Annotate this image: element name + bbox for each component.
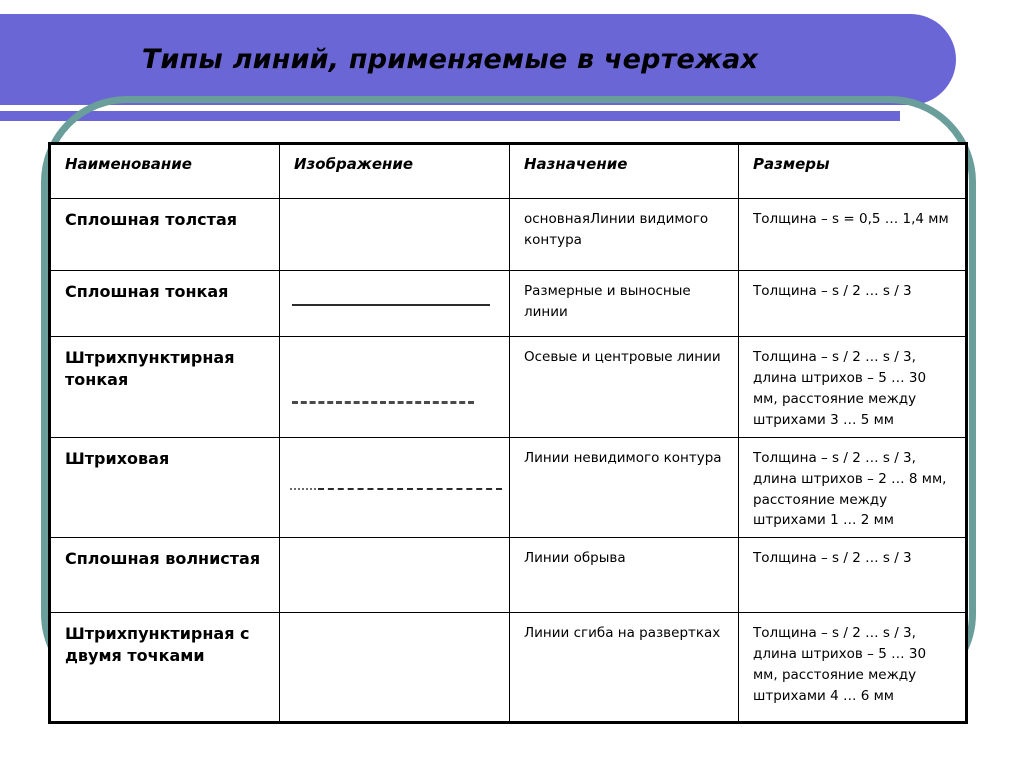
cell-line-sample: [280, 538, 510, 613]
cell-line-name: Штрихпунктирная с двумя точками: [50, 613, 280, 723]
cell-line-size: Толщина – s / 2 … s / 3: [739, 538, 967, 613]
table-row: [50, 199, 967, 271]
line-sample-dashed: [280, 438, 509, 538]
cell-line-size: Толщина – s / 2 … s / 3: [739, 271, 967, 337]
line-sample-none: [280, 199, 509, 270]
cell-line-purpose: Линии обрыва: [510, 538, 739, 613]
table-row: [50, 538, 967, 613]
line-types-table: [48, 142, 968, 724]
cell-line-sample: [280, 437, 510, 538]
cell-line-purpose: Осевые и центровые линии: [510, 337, 739, 438]
cell-line-sample: [280, 613, 510, 723]
column-header-size: Размеры: [739, 144, 967, 199]
cell-line-purpose: Размерные и выносные линии: [510, 271, 739, 337]
line-sample-none: [280, 538, 509, 612]
cell-line-name: Штриховая: [50, 437, 280, 538]
line-sample-solid-thin: [280, 271, 509, 336]
solid-thin-line-glyph: [292, 304, 490, 306]
line-sample-dash-dot: [280, 337, 509, 437]
cell-line-purpose: Линии сгиба на развертках: [510, 613, 739, 723]
cell-line-size: Толщина – s / 2 … s / 3, длина штрихов – 2 … 8 мм, расстояние между штрихами 1 … 2 мм: [739, 437, 967, 538]
cell-line-sample: [280, 271, 510, 337]
table-row: [50, 437, 967, 538]
dash-dot-line-glyph: [292, 401, 474, 404]
slide-title: Типы линий, применяемые в чертежах: [141, 44, 759, 75]
column-header-image: Изображение: [280, 144, 510, 199]
table-row: [50, 337, 967, 438]
cell-line-purpose: Линии невидимого контура: [510, 437, 739, 538]
cell-line-size: Толщина – s / 2 … s / 3, длина штрихов – 5 … 30 мм, расстояние между штрихами 4 … 6 мм: [739, 613, 967, 723]
cell-line-size: Толщина – s / 2 … s / 3, длина штрихов – 5 … 30 мм, расстояние между штрихами 3 … 5 мм: [739, 337, 967, 438]
column-header-purpose: Назначение: [510, 144, 739, 199]
line-sample-none: [280, 613, 509, 721]
cell-line-sample: [280, 337, 510, 438]
cell-line-size: Толщина – s = 0,5 … 1,4 мм: [739, 199, 967, 271]
table-row: [50, 613, 967, 723]
dashed-line-glyph: [318, 488, 502, 490]
cell-line-name: Сплошная волнистая: [50, 538, 280, 613]
cell-line-sample: [280, 199, 510, 271]
dotted-lead-glyph: [290, 488, 316, 490]
table-header-row: [50, 144, 967, 199]
cell-line-name: Сплошная тонкая: [50, 271, 280, 337]
cell-line-name: Сплошная толстая: [50, 199, 280, 271]
cell-line-name: Штрихпунктирная тонкая: [50, 337, 280, 438]
column-header-name: Наименование: [50, 144, 280, 199]
cell-line-purpose: основнаяЛинии видимого контура: [510, 199, 739, 271]
table-row: [50, 271, 967, 337]
